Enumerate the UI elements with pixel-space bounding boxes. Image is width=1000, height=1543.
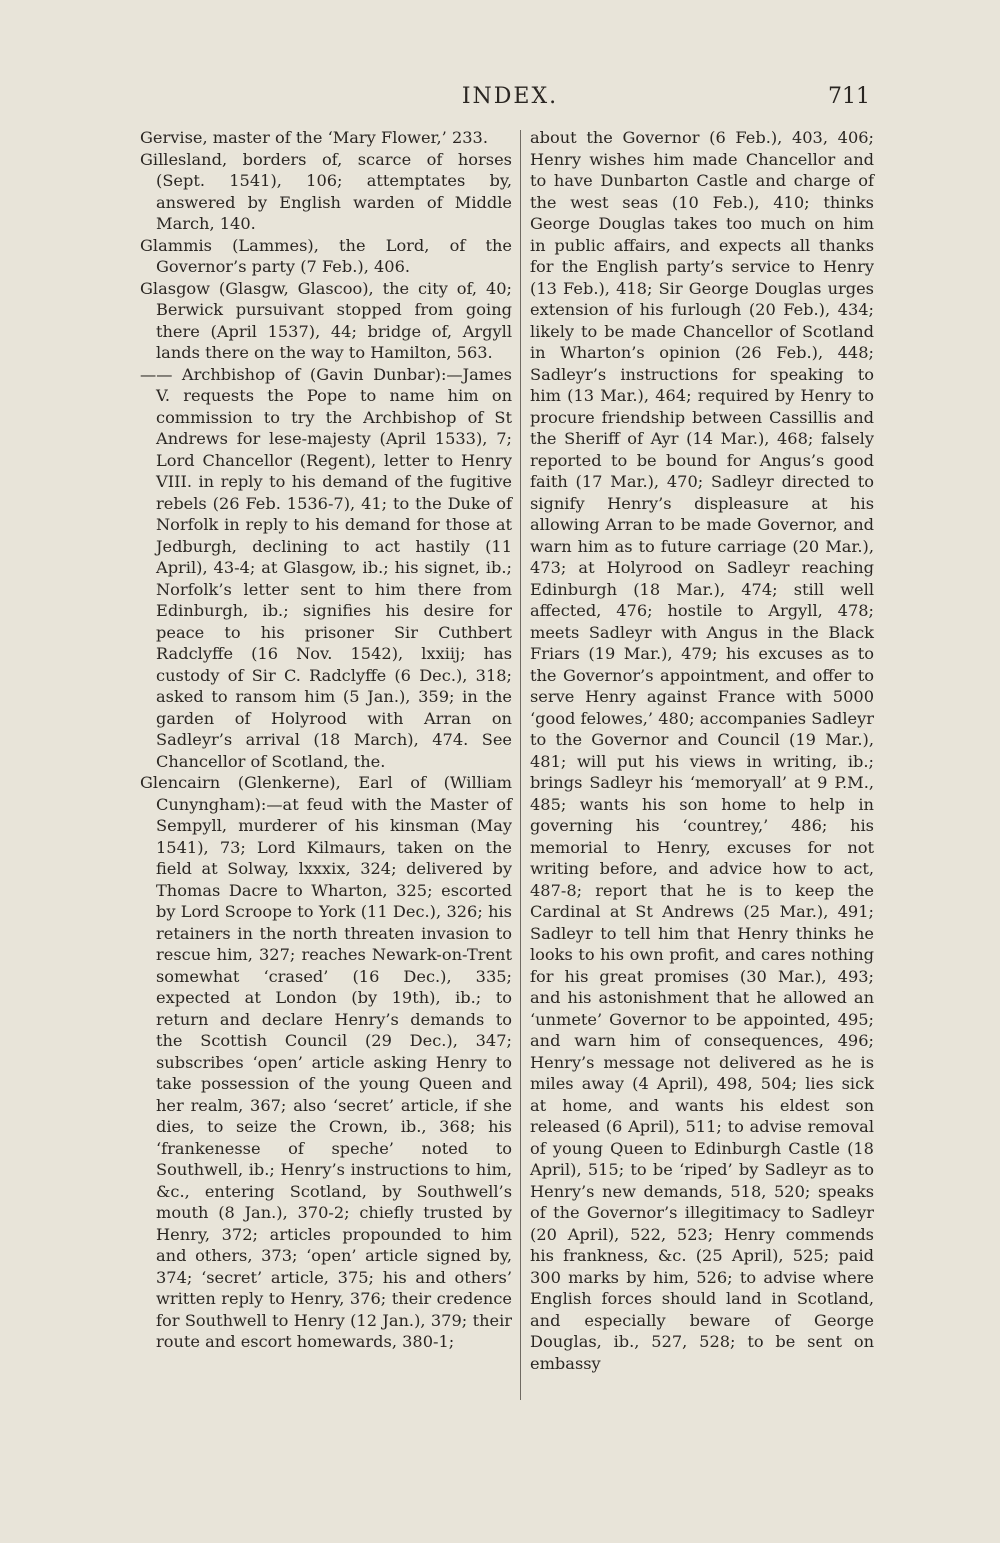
index-entry-glasgow: Glasgow (Glasgw, Glascoo), the city of, 40; Berwick pursuivant stopped from going there (April 1537), 44; bridge of, Argyll lands there on the way to Hamilton, 563. xyxy=(140,278,512,362)
page-title: INDEX. xyxy=(461,84,559,109)
index-entry-glasgow-archbishop: —— Archbishop of (Gavin Dunbar):—James V. requests the Pope to name him on commission to try the Archbishop of St Andrews for lese-majesty (April 1533), 7; Lord Chancellor (Regent), letter to Henry VIII. in reply to his demand of the fugitive rebels (26 Feb. 1536-7), 41; to the Duke of Norfolk in reply to his demand for those at Jedburgh, declining to act hastily (11 April), 43-4; at Glasgow, ib.; his signet, ib.; Norfolk’s letter sent to him there from Edinburgh, ib.; signifies his desire for peace to his prisoner Sir Cuthbert Radclyffe (16 Nov. 1542), lxxiij; has custody of Sir C. Radclyffe (6 Dec.), 318; asked to ransom him (5 Jan.), 359; in the garden of Holyrood with Arran on Sadleyr’s arrival (18 March), 474. See Chancellor of Scotland, the. xyxy=(140,364,512,771)
page-number: 711 xyxy=(828,84,870,109)
page-header xyxy=(140,84,880,124)
left-column xyxy=(140,127,512,1353)
index-entry-gervise: Gervise, master of the ‘Mary Flower,’ 233. xyxy=(140,128,488,147)
index-entry-glencairn: Glencairn (Glenkerne), Earl of (William Cunyngham):—at feud with the Master of Sempyll, murderer of his kinsman (May 1541), 73; Lord Kilmaurs, taken on the field at Solway, lxxxix, 324; delivered by Thomas Dacre to Wharton, 325; escorted by Lord Scroope to York (11 Dec.), 326; his retainers in the north threaten invasion to rescue him, 327; reaches Newark-on-Trent somewhat ‘crased’ (16 Dec.), 335; expected at London (by 19th), ib.; to return and declare Henry’s demands to the Scottish Council (29 Dec.), 347; subscribes ‘open’ article asking Henry to take possession of the young Queen and her realm, 367; also ‘secret’ article, if she dies, to seize the Crown, ib., 368; his ‘frankenesse of speche’ noted to Southwell, ib.; Henry’s instructions to him, &c., entering Scotland, by Southwell’s mouth (8 Jan.), 370-2; chiefly trusted by Henry, 372; articles propounded to him and others, 373; ‘open’ article signed by, 374; ‘secret’ article, 375; his and others’ written reply to Henry, 376; their credence for Southwell to Henry (12 Jan.), 379; their route and escort homewards, 380-1; xyxy=(140,773,512,1351)
index-entry-glammis: Glammis (Lammes), the Lord, of the Governor’s party (7 Feb.), 406. xyxy=(140,235,512,276)
index-entry-continuation: about the Governor (6 Feb.), 403, 406; Henry wishes him made Chancellor and to have Dunbarton Castle and charge of the west seas (10 Feb.), 410; thinks George Douglas takes too much on him in public affairs, and expects all thanks for the English party’s service to Henry (13 Feb.), 418; Sir George Douglas urges extension of his furlough (20 Feb.), 434; likely to be made Chancellor of Scotland in Wharton’s opinion (26 Feb.), 448; Sadleyr’s instructions for speaking to him (13 Mar.), 464; required by Henry to procure friendship between Cassillis and the Sheriff of Ayr (14 Mar.), 468; falsely reported to be bound for Angus’s good faith (17 Mar.), 470; Sadleyr directed to signify Henry’s displeasure at his allowing Arran to be made Governor, and warn him as to future carriage (20 Mar.), 473; at Holyrood on Sadleyr reaching Edinburgh (18 Mar.), 474; still well affected, 476; hostile to Argyll, 478; meets Sadleyr with Angus in the Black Friars (19 Mar.), 479; his excuses as to the Governor’s appointment, and offer to serve Henry against France with 5000 ‘good felowes,’ 480; accompanies Sadleyr to the Governor and Council (19 Mar.), 481; will put his views in writing, ib.; brings Sadleyr his ‘memoryall’ at 9 P.M., 485; wants his son home to help in governing his ‘countrey,’ 486; his memorial to Henry, excuses for not writing before, and advice how to act, 487-8; report that he is to keep the Cardinal at St Andrews (25 Mar.), 491; Sadleyr to tell him that Henry thinks he looks to his own profit, and cares nothing for his great promises (30 Mar.), 493; and his astonishment that he allowed an ‘unmete’ Governor to be appointed, 495; and warn him of consequences, 496; Henry’s message not delivered as he is miles away (4 April), 498, 504; lies sick at home, and wants his eldest son released (6 April), 511; to advise removal of young Queen to Edinburgh Castle (18 April), 515; to be ‘riped’ by Sadleyr as to Henry’s new demands, 518, 520; speaks of the Governor’s illegitimacy to Sadleyr (20 April), 522, 523; Henry commends his frankness, &c. (25 April), 525; paid 300 marks by him, 526; to advise where English forces should land in Scotland, and especially beware of George Douglas, ib., 527, 528; to be sent on embassy xyxy=(530,128,874,1373)
right-column xyxy=(530,127,874,1374)
column-divider xyxy=(520,130,521,1400)
index-entry-gillesland: Gillesland, borders of, scarce of horses (Sept. 1541), 106; attemptates by, answered by English warden of Middle March, 140. xyxy=(140,149,512,233)
